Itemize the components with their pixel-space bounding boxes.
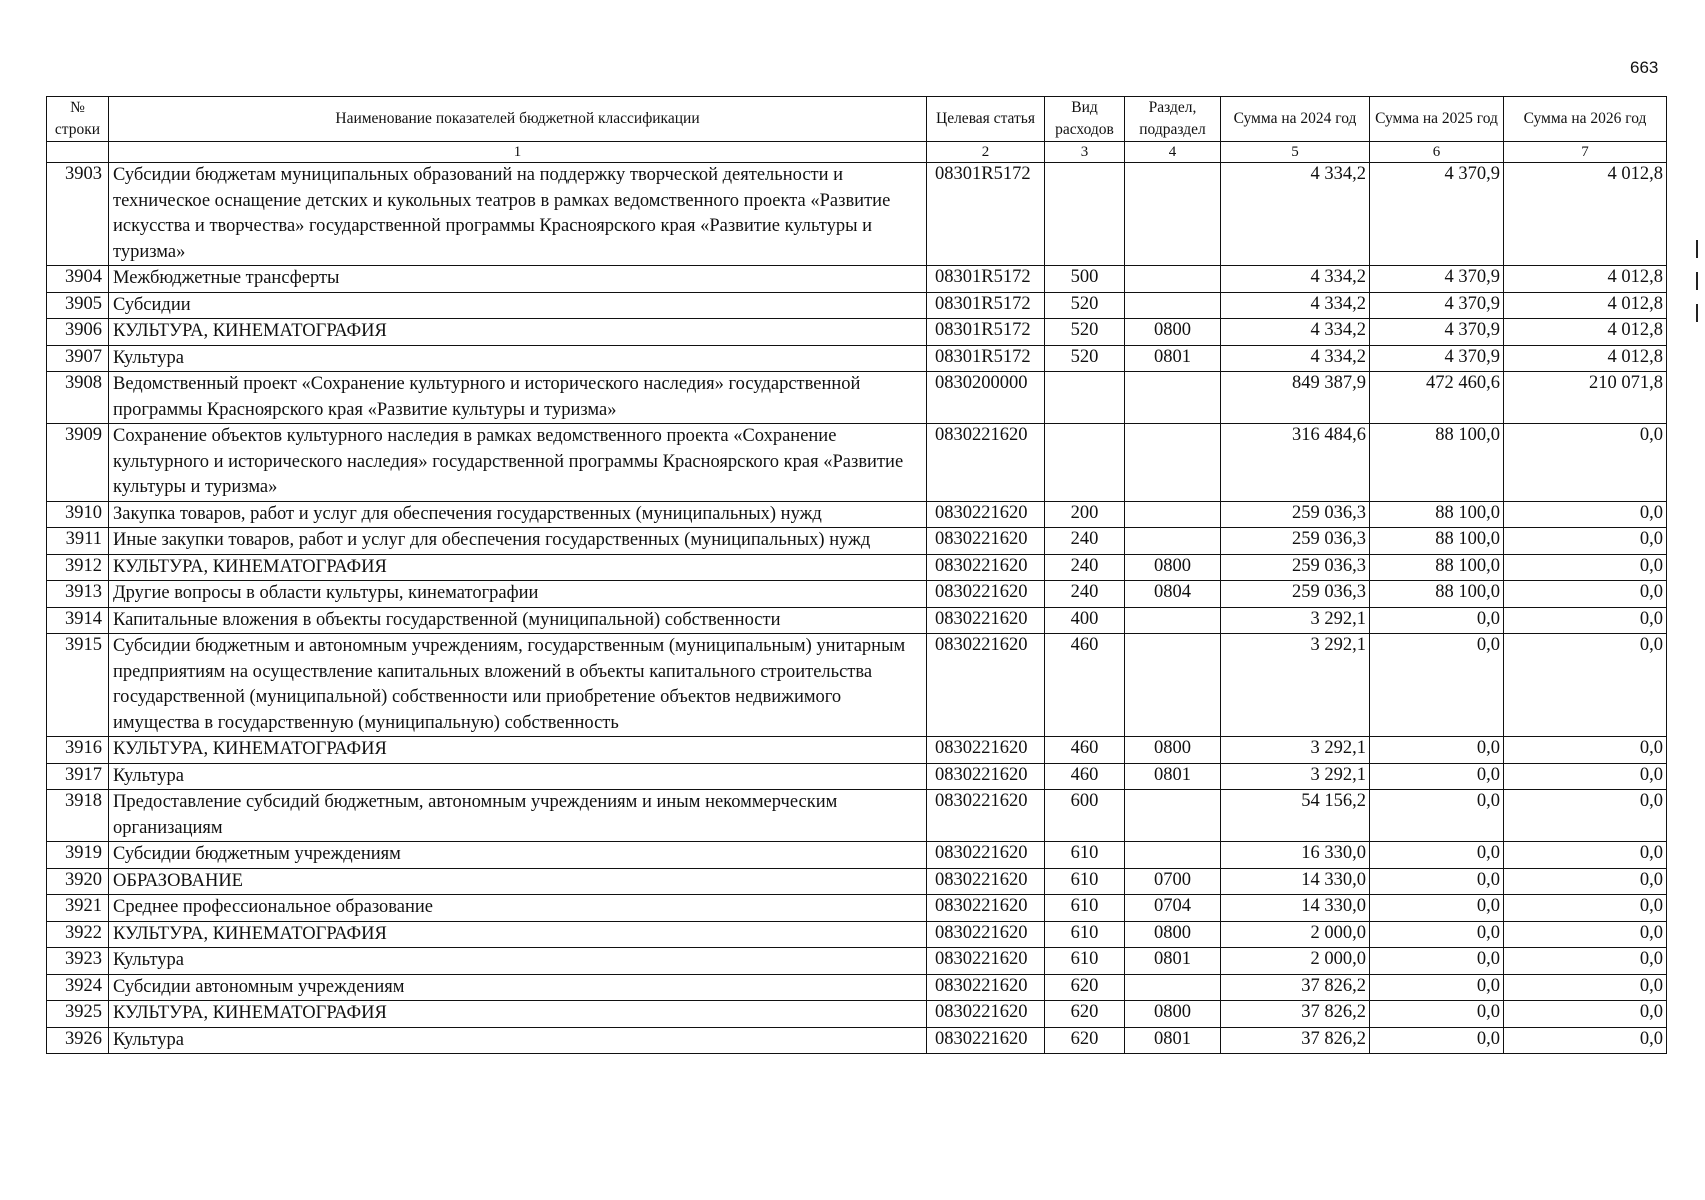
row-expense-type: 610 — [1045, 895, 1125, 922]
row-expense-type — [1045, 163, 1125, 266]
row-sum-2026: 0,0 — [1504, 921, 1667, 948]
row-sum-2025: 4 370,9 — [1370, 266, 1504, 293]
row-section: 0801 — [1125, 763, 1221, 790]
row-expense-type: 200 — [1045, 501, 1125, 528]
row-sum-2024: 3 292,1 — [1221, 607, 1370, 634]
row-name: Субсидии бюджетным учреждениям — [109, 842, 927, 869]
table-row — [47, 581, 1667, 608]
row-expense-type: 620 — [1045, 1027, 1125, 1054]
row-target-code: 08301R5172 — [927, 266, 1045, 293]
header-sum-2024: Сумма на 2024 год — [1221, 97, 1370, 142]
row-name: КУЛЬТУРА, КИНЕМАТОГРАФИЯ — [109, 554, 927, 581]
row-number: 3912 — [47, 554, 109, 581]
row-section: 0800 — [1125, 921, 1221, 948]
table-row — [47, 737, 1667, 764]
row-number: 3923 — [47, 948, 109, 975]
column-number: 5 — [1221, 142, 1370, 163]
column-number — [47, 142, 109, 163]
table-row — [47, 266, 1667, 293]
row-sum-2025: 0,0 — [1370, 974, 1504, 1001]
row-sum-2025: 88 100,0 — [1370, 424, 1504, 502]
row-target-code: 08301R5172 — [927, 345, 1045, 372]
row-section: 0800 — [1125, 319, 1221, 346]
table-row — [47, 921, 1667, 948]
row-sum-2025: 0,0 — [1370, 921, 1504, 948]
row-sum-2025: 4 370,9 — [1370, 292, 1504, 319]
row-sum-2024: 4 334,2 — [1221, 266, 1370, 293]
header-target: Целевая статья — [927, 97, 1045, 142]
scan-mark — [1696, 272, 1698, 290]
row-sum-2026: 0,0 — [1504, 763, 1667, 790]
row-sum-2024: 4 334,2 — [1221, 163, 1370, 266]
row-sum-2026: 4 012,8 — [1504, 163, 1667, 266]
table-row — [47, 763, 1667, 790]
row-number: 3926 — [47, 1027, 109, 1054]
row-section — [1125, 424, 1221, 502]
row-sum-2026: 0,0 — [1504, 1027, 1667, 1054]
row-name: КУЛЬТУРА, КИНЕМАТОГРАФИЯ — [109, 319, 927, 346]
row-number: 3909 — [47, 424, 109, 502]
table-row — [47, 1027, 1667, 1054]
row-section — [1125, 163, 1221, 266]
column-number: 4 — [1125, 142, 1221, 163]
table-row — [47, 554, 1667, 581]
row-sum-2026: 4 012,8 — [1504, 266, 1667, 293]
row-sum-2026: 4 012,8 — [1504, 292, 1667, 319]
row-sum-2026: 0,0 — [1504, 1001, 1667, 1028]
row-sum-2026: 0,0 — [1504, 554, 1667, 581]
row-name: Культура — [109, 948, 927, 975]
row-sum-2024: 316 484,6 — [1221, 424, 1370, 502]
row-expense-type: 520 — [1045, 292, 1125, 319]
row-target-code: 08301R5172 — [927, 292, 1045, 319]
row-sum-2026: 0,0 — [1504, 424, 1667, 502]
row-number: 3911 — [47, 528, 109, 555]
row-number: 3922 — [47, 921, 109, 948]
row-sum-2025: 0,0 — [1370, 607, 1504, 634]
header-sum-2025: Сумма на 2025 год — [1370, 97, 1504, 142]
row-expense-type: 520 — [1045, 345, 1125, 372]
row-number: 3910 — [47, 501, 109, 528]
row-target-code: 0830221620 — [927, 424, 1045, 502]
row-section: 0801 — [1125, 948, 1221, 975]
row-target-code: 08301R5172 — [927, 163, 1045, 266]
row-target-code: 0830221620 — [927, 1001, 1045, 1028]
row-sum-2026: 4 012,8 — [1504, 345, 1667, 372]
row-target-code: 0830221620 — [927, 607, 1045, 634]
row-sum-2024: 3 292,1 — [1221, 737, 1370, 764]
table-row — [47, 319, 1667, 346]
row-sum-2026: 0,0 — [1504, 790, 1667, 842]
row-sum-2024: 4 334,2 — [1221, 292, 1370, 319]
row-section: 0800 — [1125, 1001, 1221, 1028]
row-name: Культура — [109, 345, 927, 372]
row-sum-2026: 0,0 — [1504, 974, 1667, 1001]
row-target-code: 0830221620 — [927, 842, 1045, 869]
row-name: КУЛЬТУРА, КИНЕМАТОГРАФИЯ — [109, 921, 927, 948]
table-row — [47, 842, 1667, 869]
row-name: Субсидии бюджетам муниципальных образований на поддержку творческой деятельности и техническое оснащение детских и кукольных театров в рамках ведомственного проекта «Развитие искусства и творчества» государственной программы Красноярского края «Развитие культуры и туризма» — [109, 163, 927, 266]
table-row — [47, 163, 1667, 266]
budget-table — [46, 96, 1667, 1054]
row-target-code: 0830221620 — [927, 737, 1045, 764]
row-sum-2026: 0,0 — [1504, 581, 1667, 608]
row-number: 3916 — [47, 737, 109, 764]
header-sum-2026: Сумма на 2026 год — [1504, 97, 1667, 142]
row-target-code: 0830221620 — [927, 763, 1045, 790]
row-section: 0800 — [1125, 737, 1221, 764]
row-expense-type: 400 — [1045, 607, 1125, 634]
table-row — [47, 1001, 1667, 1028]
table-row — [47, 345, 1667, 372]
row-section — [1125, 501, 1221, 528]
row-sum-2026: 0,0 — [1504, 868, 1667, 895]
row-sum-2024: 259 036,3 — [1221, 501, 1370, 528]
row-section: 0704 — [1125, 895, 1221, 922]
table-row — [47, 528, 1667, 555]
row-sum-2024: 54 156,2 — [1221, 790, 1370, 842]
row-section — [1125, 372, 1221, 424]
row-section — [1125, 790, 1221, 842]
row-section: 0804 — [1125, 581, 1221, 608]
row-name: Другие вопросы в области культуры, кинематографии — [109, 581, 927, 608]
row-sum-2024: 37 826,2 — [1221, 1001, 1370, 1028]
row-sum-2026: 0,0 — [1504, 842, 1667, 869]
row-name: Культура — [109, 763, 927, 790]
row-sum-2026: 4 012,8 — [1504, 319, 1667, 346]
row-section — [1125, 292, 1221, 319]
row-expense-type: 610 — [1045, 921, 1125, 948]
row-sum-2025: 472 460,6 — [1370, 372, 1504, 424]
row-sum-2024: 849 387,9 — [1221, 372, 1370, 424]
row-expense-type — [1045, 372, 1125, 424]
row-sum-2025: 0,0 — [1370, 1027, 1504, 1054]
row-target-code: 0830221620 — [927, 528, 1045, 555]
row-sum-2026: 0,0 — [1504, 634, 1667, 737]
row-number: 3919 — [47, 842, 109, 869]
row-sum-2025: 88 100,0 — [1370, 501, 1504, 528]
row-sum-2024: 259 036,3 — [1221, 581, 1370, 608]
scan-mark — [1696, 304, 1698, 322]
row-name: Предоставление субсидий бюджетным, автономным учреждениям и иным некоммерческим организациям — [109, 790, 927, 842]
row-section: 0700 — [1125, 868, 1221, 895]
row-sum-2025: 4 370,9 — [1370, 319, 1504, 346]
row-number: 3904 — [47, 266, 109, 293]
row-target-code: 0830200000 — [927, 372, 1045, 424]
row-sum-2024: 4 334,2 — [1221, 319, 1370, 346]
row-sum-2024: 37 826,2 — [1221, 1027, 1370, 1054]
row-number: 3917 — [47, 763, 109, 790]
row-sum-2025: 0,0 — [1370, 948, 1504, 975]
row-name: КУЛЬТУРА, КИНЕМАТОГРАФИЯ — [109, 1001, 927, 1028]
row-number: 3913 — [47, 581, 109, 608]
row-sum-2024: 3 292,1 — [1221, 634, 1370, 737]
row-name: Закупка товаров, работ и услуг для обеспечения государственных (муниципальных) нужд — [109, 501, 927, 528]
row-number: 3925 — [47, 1001, 109, 1028]
page-number: 663 — [1630, 58, 1659, 77]
table-row — [47, 634, 1667, 737]
row-number: 3903 — [47, 163, 109, 266]
row-sum-2025: 88 100,0 — [1370, 581, 1504, 608]
row-expense-type: 620 — [1045, 974, 1125, 1001]
row-name: ОБРАЗОВАНИЕ — [109, 868, 927, 895]
row-section — [1125, 634, 1221, 737]
column-number: 1 — [109, 142, 927, 163]
row-number: 3907 — [47, 345, 109, 372]
row-target-code: 0830221620 — [927, 974, 1045, 1001]
header-expense-type: Вид расходов — [1045, 97, 1125, 142]
row-expense-type: 460 — [1045, 763, 1125, 790]
row-section — [1125, 266, 1221, 293]
row-name: Ведомственный проект «Сохранение культурного и исторического наследия» государственной программы Красноярского края «Развитие культуры и туризма» — [109, 372, 927, 424]
header-row-no: № строки — [47, 97, 109, 142]
row-sum-2024: 37 826,2 — [1221, 974, 1370, 1001]
row-target-code: 0830221620 — [927, 895, 1045, 922]
table-row — [47, 790, 1667, 842]
row-number: 3915 — [47, 634, 109, 737]
row-sum-2026: 0,0 — [1504, 607, 1667, 634]
row-name: Сохранение объектов культурного наследия в рамках ведомственного проекта «Сохранение культурного и исторического наследия» государственной программы Красноярского края «Развитие культуры и туризма» — [109, 424, 927, 502]
row-expense-type: 600 — [1045, 790, 1125, 842]
row-expense-type: 460 — [1045, 634, 1125, 737]
row-target-code: 0830221620 — [927, 581, 1045, 608]
row-sum-2025: 0,0 — [1370, 1001, 1504, 1028]
table-row — [47, 501, 1667, 528]
row-sum-2025: 4 370,9 — [1370, 345, 1504, 372]
row-sum-2026: 210 071,8 — [1504, 372, 1667, 424]
row-expense-type: 240 — [1045, 554, 1125, 581]
row-section — [1125, 607, 1221, 634]
row-target-code: 08301R5172 — [927, 319, 1045, 346]
row-expense-type — [1045, 424, 1125, 502]
row-expense-type: 500 — [1045, 266, 1125, 293]
row-sum-2026: 0,0 — [1504, 501, 1667, 528]
row-expense-type: 610 — [1045, 868, 1125, 895]
row-expense-type: 240 — [1045, 581, 1125, 608]
header-name: Наименование показателей бюджетной классификации — [109, 97, 927, 142]
row-sum-2025: 88 100,0 — [1370, 554, 1504, 581]
row-expense-type: 240 — [1045, 528, 1125, 555]
row-expense-type: 620 — [1045, 1001, 1125, 1028]
column-number: 7 — [1504, 142, 1667, 163]
row-sum-2025: 88 100,0 — [1370, 528, 1504, 555]
row-sum-2026: 0,0 — [1504, 528, 1667, 555]
table-row — [47, 895, 1667, 922]
column-number-row — [47, 142, 1667, 163]
table-row — [47, 607, 1667, 634]
table-row — [47, 372, 1667, 424]
column-number: 2 — [927, 142, 1045, 163]
row-sum-2024: 3 292,1 — [1221, 763, 1370, 790]
row-number: 3918 — [47, 790, 109, 842]
row-sum-2024: 259 036,3 — [1221, 554, 1370, 581]
row-name: Субсидии — [109, 292, 927, 319]
row-target-code: 0830221620 — [927, 790, 1045, 842]
row-section: 0801 — [1125, 345, 1221, 372]
row-sum-2024: 2 000,0 — [1221, 921, 1370, 948]
row-sum-2025: 0,0 — [1370, 790, 1504, 842]
row-sum-2024: 4 334,2 — [1221, 345, 1370, 372]
row-sum-2025: 0,0 — [1370, 868, 1504, 895]
row-name: Субсидии автономным учреждениям — [109, 974, 927, 1001]
table-row — [47, 292, 1667, 319]
row-section — [1125, 974, 1221, 1001]
row-sum-2024: 14 330,0 — [1221, 868, 1370, 895]
row-number: 3914 — [47, 607, 109, 634]
row-sum-2025: 4 370,9 — [1370, 163, 1504, 266]
table-row — [47, 974, 1667, 1001]
row-target-code: 0830221620 — [927, 554, 1045, 581]
row-sum-2024: 259 036,3 — [1221, 528, 1370, 555]
row-target-code: 0830221620 — [927, 634, 1045, 737]
row-number: 3905 — [47, 292, 109, 319]
row-sum-2025: 0,0 — [1370, 763, 1504, 790]
header-section: Раздел, подраздел — [1125, 97, 1221, 142]
row-sum-2024: 14 330,0 — [1221, 895, 1370, 922]
row-name: Иные закупки товаров, работ и услуг для обеспечения государственных (муниципальных) нужд — [109, 528, 927, 555]
row-sum-2025: 0,0 — [1370, 634, 1504, 737]
row-name: КУЛЬТУРА, КИНЕМАТОГРАФИЯ — [109, 737, 927, 764]
row-number: 3920 — [47, 868, 109, 895]
table-row — [47, 424, 1667, 502]
row-name: Субсидии бюджетным и автономным учреждениям, государственным (муниципальным) унитарным предприятиям на осуществление капитальных вложений в объекты капитального строительства государственной (муниципальной) собственности или приобретение объектов недвижимого имущества в государственную (муниципальную) собственность — [109, 634, 927, 737]
row-target-code: 0830221620 — [927, 868, 1045, 895]
column-number: 3 — [1045, 142, 1125, 163]
scan-edge-marks — [1696, 240, 1699, 336]
row-sum-2025: 0,0 — [1370, 842, 1504, 869]
row-target-code: 0830221620 — [927, 948, 1045, 975]
row-section — [1125, 528, 1221, 555]
table-body — [47, 163, 1667, 1054]
row-target-code: 0830221620 — [927, 921, 1045, 948]
row-section: 0801 — [1125, 1027, 1221, 1054]
row-expense-type: 610 — [1045, 842, 1125, 869]
row-section: 0800 — [1125, 554, 1221, 581]
row-name: Межбюджетные трансферты — [109, 266, 927, 293]
row-name: Среднее профессиональное образование — [109, 895, 927, 922]
row-number: 3924 — [47, 974, 109, 1001]
table-row — [47, 868, 1667, 895]
header-row — [47, 97, 1667, 142]
row-name: Культура — [109, 1027, 927, 1054]
row-sum-2026: 0,0 — [1504, 895, 1667, 922]
column-number: 6 — [1370, 142, 1504, 163]
row-number: 3921 — [47, 895, 109, 922]
row-number: 3908 — [47, 372, 109, 424]
row-sum-2025: 0,0 — [1370, 895, 1504, 922]
row-expense-type: 520 — [1045, 319, 1125, 346]
table-row — [47, 948, 1667, 975]
row-sum-2025: 0,0 — [1370, 737, 1504, 764]
row-name: Капитальные вложения в объекты государственной (муниципальной) собственности — [109, 607, 927, 634]
row-target-code: 0830221620 — [927, 1027, 1045, 1054]
row-expense-type: 610 — [1045, 948, 1125, 975]
row-expense-type: 460 — [1045, 737, 1125, 764]
row-sum-2024: 16 330,0 — [1221, 842, 1370, 869]
row-target-code: 0830221620 — [927, 501, 1045, 528]
row-number: 3906 — [47, 319, 109, 346]
row-sum-2026: 0,0 — [1504, 737, 1667, 764]
row-section — [1125, 842, 1221, 869]
row-sum-2024: 2 000,0 — [1221, 948, 1370, 975]
scan-mark — [1696, 240, 1698, 258]
row-sum-2026: 0,0 — [1504, 948, 1667, 975]
